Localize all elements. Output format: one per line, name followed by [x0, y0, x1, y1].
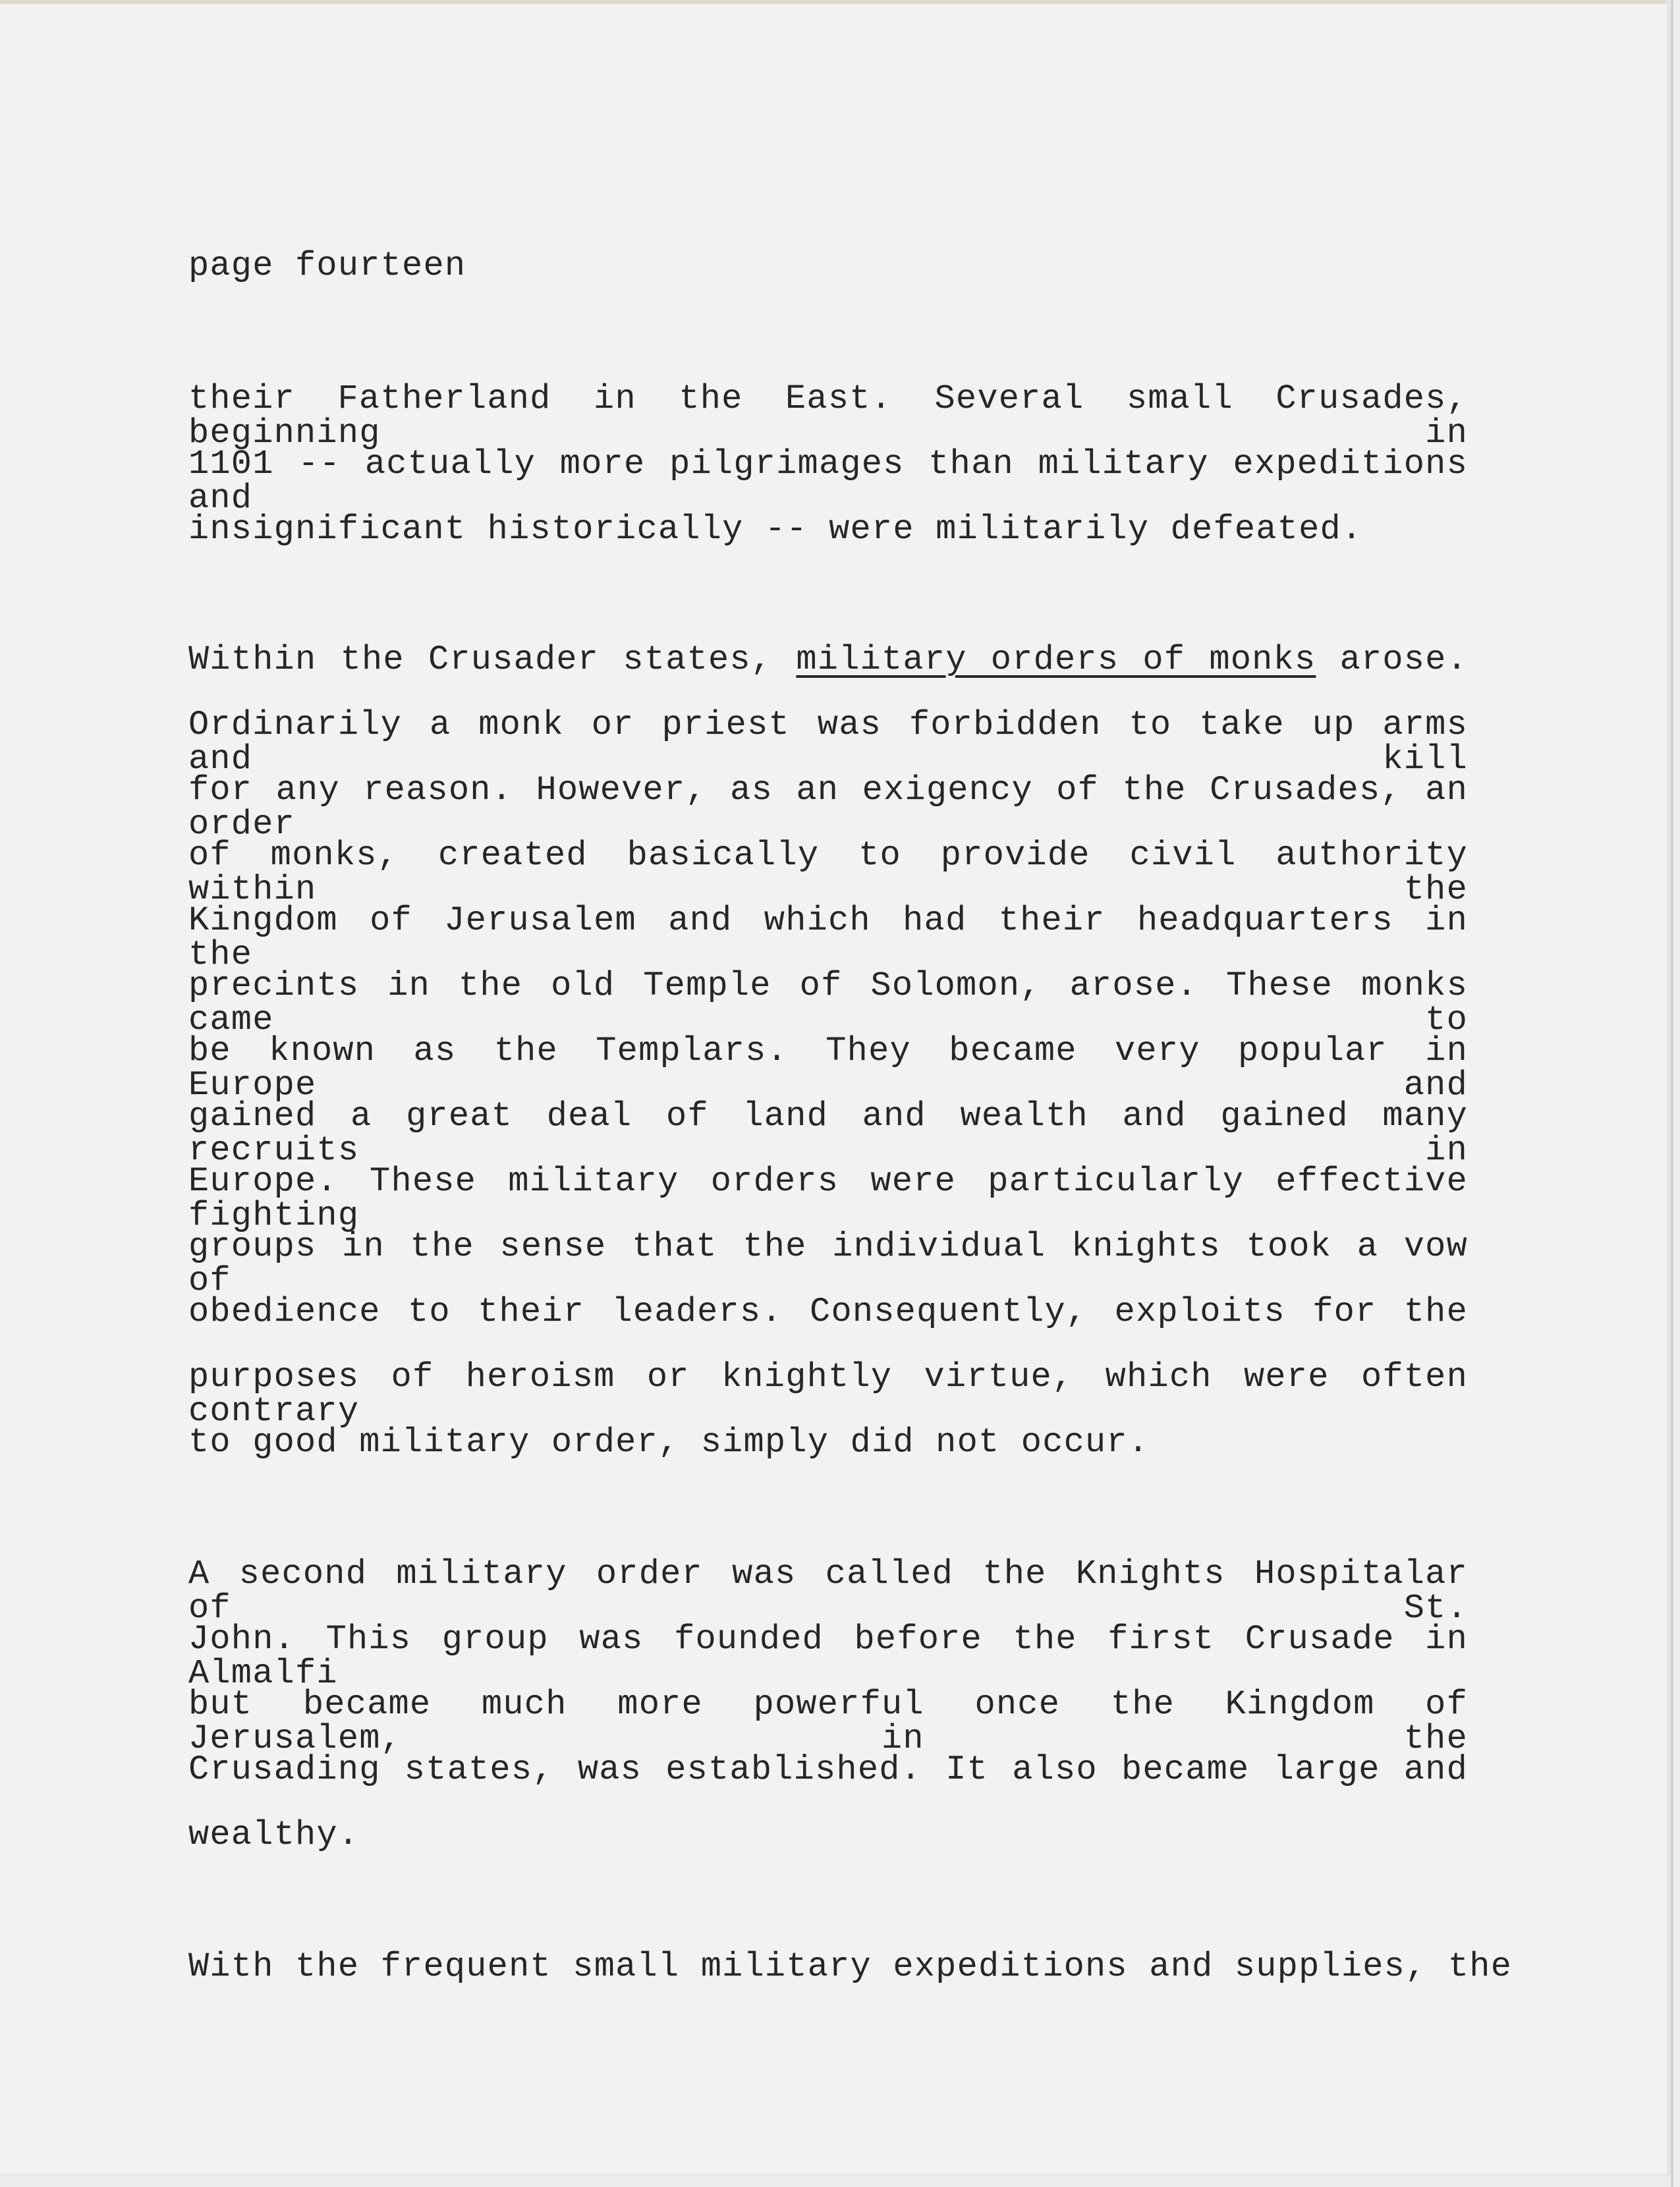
text-line: gained a great deal of land and wealth and gained many recruits in — [188, 1097, 1468, 1170]
text-line: for any reason. However, as an exigency of the Crusades, an order — [188, 771, 1468, 844]
text-line: precints in the old Temple of Solomon, arose. These monks came to — [188, 966, 1468, 1039]
text-line: wealthy. — [188, 1815, 360, 1854]
text-line: A second military order was called the Knights Hospitalar of St. — [188, 1555, 1468, 1628]
text-line: to good military order, simply did not occur. — [188, 1423, 1150, 1462]
text-line: their Fatherland in the East. Several small Crusades, beginning in — [188, 379, 1468, 453]
text-line: but became much more powerful once the Kingdom of Jerusalem, in the — [188, 1685, 1468, 1758]
underlined-phrase: military orders of monks — [796, 640, 1316, 679]
text-line: purposes of heroism or knightly virtue, which were often contrary — [188, 1358, 1468, 1431]
text-line: Ordinarily a monk or priest was forbidden to take up arms and kill — [188, 706, 1468, 779]
text-line: of monks, created basically to provide civil authority within the — [188, 836, 1468, 909]
text-line: Kingdom of Jerusalem and which had their headquarters in the — [188, 901, 1468, 974]
document-body — [188, 0, 1513, 1986]
text-segment: Within the Crusader states, — [188, 640, 773, 679]
text-line: With the frequent small military expeditions and supplies, the — [188, 1947, 1513, 1986]
text-line — [188, 640, 1469, 682]
text-line: obedience to their leaders. Consequently, exploits for the — [188, 1292, 1468, 1331]
text-line: John. This group was founded before the first Crusade in Almalfi — [188, 1620, 1468, 1693]
text-line: groups in the sense that the individual knights took a vow of — [188, 1227, 1468, 1300]
text-line: be known as the Templars. They became very popular in Europe and — [188, 1032, 1468, 1105]
text-line: Crusading states, was established. It also became large and — [188, 1750, 1468, 1789]
text-segment: arose. — [1339, 640, 1469, 679]
page-header: page fourteen — [188, 246, 466, 285]
page-edge — [1671, 0, 1673, 2187]
text-line: insignificant historically -- were militarily defeated. — [188, 510, 1363, 549]
text-line: Europe. These military orders were particularly effective fighting — [188, 1162, 1468, 1235]
text-line: 1101 -- actually more pilgrimages than military expeditions and — [188, 445, 1468, 518]
